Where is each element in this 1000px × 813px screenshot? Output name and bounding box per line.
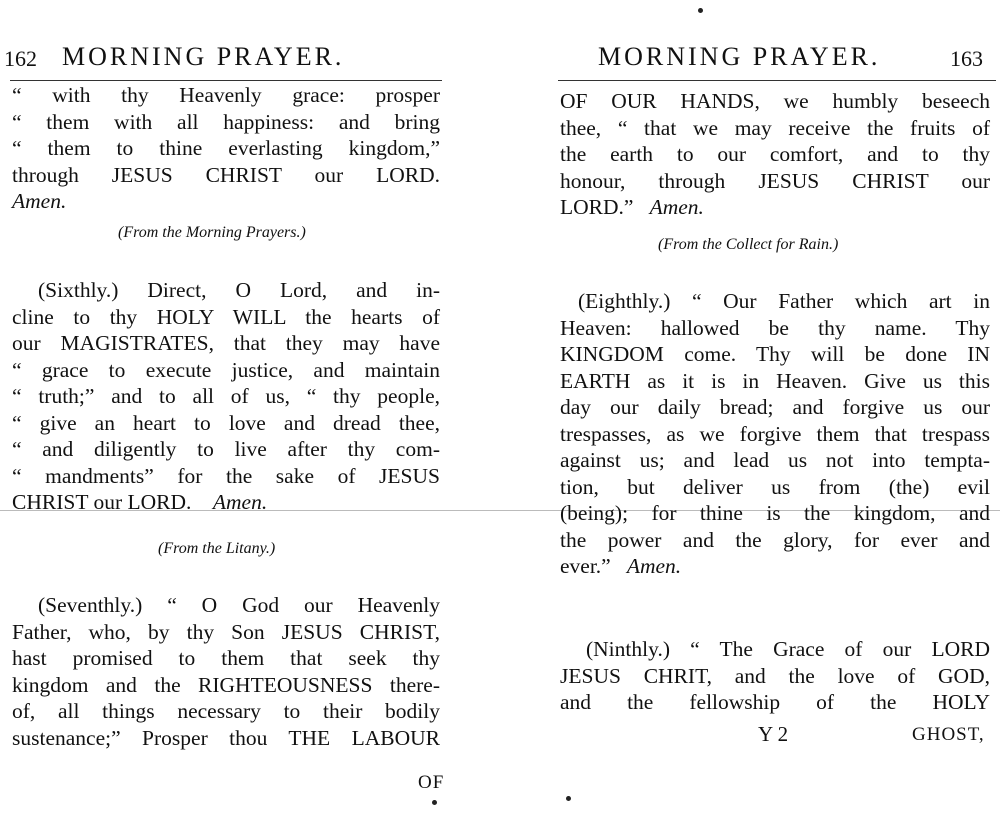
text-line: cline to thy HOLY WILL the hearts of [12, 304, 440, 329]
text-line: OF OUR HANDS, we humbly beseech [560, 89, 990, 113]
text-fragment: LORD.” [560, 195, 634, 219]
text-line: and the fellowship of the HOLY [560, 690, 990, 714]
left-para-2 [12, 277, 440, 516]
text-line: Father, who, by thy Son JESUS CHRIST, [12, 619, 440, 644]
right-para-3 [560, 636, 990, 716]
ink-speck [698, 8, 703, 13]
text-line: “ with thy Heavenly grace: prosper [12, 83, 440, 107]
catchword: OF [418, 772, 445, 793]
left-head-rule [10, 80, 442, 81]
text-line: “ them with all happiness: and bring [12, 109, 440, 134]
ink-speck [432, 800, 437, 805]
amen: Amen. [12, 189, 67, 213]
text-line: JESUS CHRIT, and the love of GOD, [560, 663, 990, 688]
text-line: Heaven: hallowed be thy name. Thy [560, 315, 990, 340]
text-line: (being); for thine is the kingdom, and [560, 501, 990, 525]
signature-mark: Y 2 [758, 722, 789, 746]
text-line: trespasses, as we forgive them that trespass [560, 421, 990, 446]
ink-speck [566, 796, 571, 801]
source-note: (From the Collect for Rain.) [658, 236, 839, 253]
left-para-1 [12, 82, 440, 215]
text-line: kingdom and the RIGHTEOUSNESS there- [12, 672, 440, 697]
right-head-rule [558, 80, 996, 81]
text-fragment: ever.” [560, 554, 611, 578]
text-line: “ mandments” for the sake of JESUS [12, 463, 440, 488]
text-line [12, 489, 440, 516]
left-running-head: MORNING PRAYER. [62, 42, 345, 71]
text-line: (Ninthly.) “ The Grace of our LORD [586, 637, 990, 661]
right-para-1 [560, 88, 990, 221]
amen: Amen. [212, 490, 268, 514]
text-line [560, 553, 990, 580]
source-note: (From the Morning Prayers.) [118, 224, 306, 241]
right-running-head: MORNING PRAYER. [598, 42, 881, 71]
left-para-3 [12, 592, 440, 751]
text-fragment: CHRIST our LORD. [12, 490, 192, 514]
text-line: (Seventhly.) “ O God our Heavenly [38, 593, 440, 617]
text-line: thee, “ that we may receive the fruits of [560, 115, 990, 140]
text-line: “ and diligently to live after thy com- [12, 437, 440, 461]
right-page [530, 0, 1000, 813]
text-line: EARTH as it is in Heaven. Give us this [560, 368, 990, 393]
amen: Amen. [649, 195, 704, 219]
right-para-2 [560, 288, 990, 580]
text-line: (Eighthly.) “ Our Father which art in [578, 289, 990, 313]
left-page-number: 162 [4, 46, 37, 71]
text-line: “ grace to execute justice, and maintain [12, 357, 440, 382]
text-line: of, all things necessary to their bodily [12, 699, 440, 723]
source-note: (From the Litany.) [158, 540, 276, 557]
text-line [560, 194, 990, 221]
text-line: day our daily bread; and forgive us our [560, 395, 990, 419]
text-line: sustenance;” Prosper thou THE LABOUR [12, 725, 440, 750]
text-line: tion, but deliver us from (the) evil [560, 474, 990, 499]
text-line: (Sixthly.) Direct, O Lord, and in- [38, 278, 440, 302]
text-line: the power and the glory, for ever and [560, 527, 990, 552]
text-line: hast promised to them that seek thy [12, 646, 440, 670]
left-page [0, 0, 470, 813]
text-line: honour, through JESUS CHRIST our [560, 168, 990, 193]
right-page-number: 163 [950, 46, 983, 71]
text-line: against us; and lead us not into tempta- [560, 448, 990, 472]
text-line: the earth to our comfort, and to thy [560, 142, 990, 166]
text-line: “ truth;” and to all of us, “ thy people, [12, 384, 440, 408]
amen: Amen. [626, 554, 682, 578]
text-line: through JESUS CHRIST our LORD. [12, 162, 440, 187]
text-line: “ them to thine everlasting kingdom,” [12, 136, 440, 160]
text-line: “ give an heart to love and dread thee, [12, 410, 440, 435]
text-line: KINGDOM come. Thy will be done IN [560, 342, 990, 366]
catchword: GHOST, [912, 724, 985, 745]
text-line: our MAGISTRATES, that they may have [12, 331, 440, 355]
